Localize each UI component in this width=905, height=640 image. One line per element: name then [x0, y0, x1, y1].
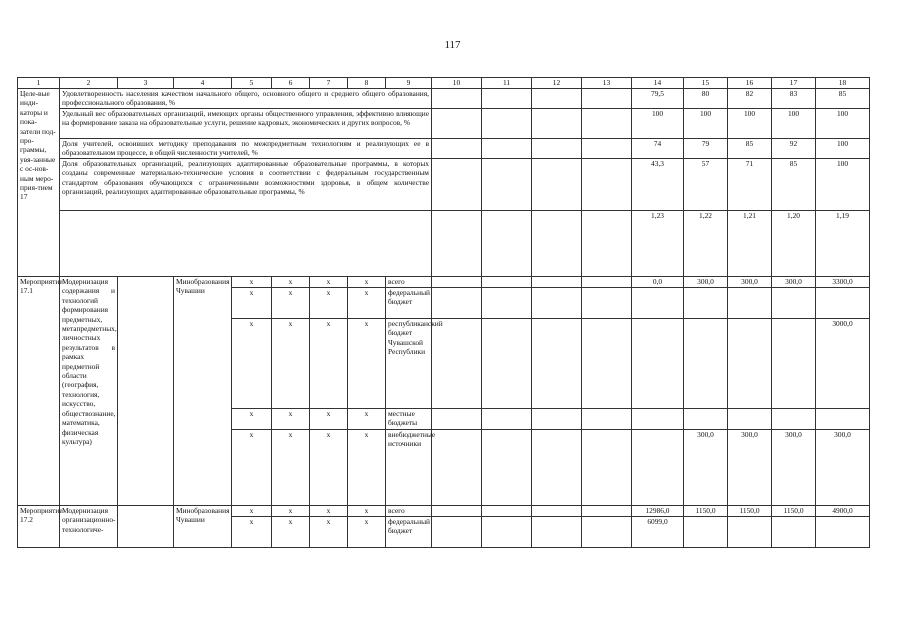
funding-value — [728, 288, 772, 319]
indicator-value: 74 — [632, 139, 684, 159]
indicator-text: Удовлетворенность населения качеством начального общего, основного общего и среднего общего образования, профессионального образования, % — [60, 89, 432, 109]
x-mark: x — [310, 277, 348, 288]
col-header: 12 — [532, 78, 582, 89]
funding-value: 300,0 — [684, 430, 728, 506]
col-header: 13 — [582, 78, 632, 89]
indicator-value: 100 — [684, 109, 728, 139]
x-mark: x — [272, 288, 310, 319]
funding-value — [684, 409, 728, 430]
funding-value — [772, 517, 816, 548]
x-mark: x — [348, 517, 386, 548]
funding-value — [728, 517, 772, 548]
indicator-text: Удельный вес образовательных организаций, имеющих органы общественного управления, эффективно влияющие на формирование заказа на образовательные услуги, решение кадровых, экономических и других вопросов, % — [60, 109, 432, 139]
funding-value: 12986,0 — [632, 506, 684, 517]
funding-value: 300,0 — [772, 277, 816, 288]
indicator-row — [18, 211, 870, 277]
col-header: 15 — [684, 78, 728, 89]
col-header: 4 — [174, 78, 232, 89]
x-mark: x — [310, 506, 348, 517]
funding-value — [816, 288, 870, 319]
indicator-value: 1,23 — [632, 211, 684, 277]
x-mark: x — [348, 409, 386, 430]
funding-value — [632, 319, 684, 409]
funding-value — [684, 288, 728, 319]
measure-label: Мероприятие 17.2 — [18, 506, 60, 548]
col-header: 16 — [728, 78, 772, 89]
funding-source: всего — [386, 277, 432, 288]
indicator-value: 1,21 — [728, 211, 772, 277]
measure-name: Модернизация содержания и технологий формирования предметных, метапредметных, личностных результатов в рамках предметной области (география, технология, искусство, обществознание, математика, физическая культура) — [60, 277, 118, 506]
funding-source: федеральный бюджет — [386, 517, 432, 548]
x-mark: x — [348, 319, 386, 409]
funding-value: 300,0 — [728, 430, 772, 506]
indicator-row — [18, 159, 870, 211]
indicator-value: 85 — [772, 159, 816, 211]
x-mark: x — [310, 430, 348, 506]
indicator-row — [18, 139, 870, 159]
funding-value: 1150,0 — [772, 506, 816, 517]
col-header: 6 — [272, 78, 310, 89]
col-header: 7 — [310, 78, 348, 89]
indicator-row — [18, 109, 870, 139]
x-mark: x — [348, 430, 386, 506]
funding-value — [772, 409, 816, 430]
funding-value: 300,0 — [728, 277, 772, 288]
funding-value — [816, 409, 870, 430]
measure-row — [18, 277, 870, 288]
col-header: 8 — [348, 78, 386, 89]
indicator-value: 85 — [728, 139, 772, 159]
measure-row — [18, 506, 870, 517]
funding-source: внебюджетные источники — [386, 430, 432, 506]
funding-value — [632, 409, 684, 430]
indicator-text — [60, 211, 432, 277]
indicator-text: Доля образовательных организаций, реализующих адаптированные образовательные программы, в которых созданы современные материально-технические условия в соответствии с федеральным государственным стандартом образования обучающихся с ограниченными возможностями здоровья, в общем количестве организаций, реализующих адаптированные образовательные программы, % — [60, 159, 432, 211]
indicators-label: Целе-вые инди-каторы и пока-затели под-про-граммы, увя-занные с ос-нов-ным меро-прия-тием 17 — [18, 89, 60, 277]
indicator-value: 100 — [816, 159, 870, 211]
indicator-value: 82 — [728, 89, 772, 109]
funding-value: 3000,0 — [816, 319, 870, 409]
indicator-row — [18, 89, 870, 109]
indicator-value: 100 — [772, 109, 816, 139]
x-mark: x — [232, 319, 272, 409]
measure-executor: Минобразования Чувашии — [174, 277, 232, 506]
indicator-value: 100 — [632, 109, 684, 139]
funding-value — [816, 517, 870, 548]
x-mark: x — [272, 319, 310, 409]
indicator-value: 79 — [684, 139, 728, 159]
x-mark: x — [232, 277, 272, 288]
col-header: 10 — [432, 78, 482, 89]
measure-name: Модернизация организационно-технологиче- — [60, 506, 118, 548]
measure-label: Мероприятие 17.1 — [18, 277, 60, 506]
funding-value: 300,0 — [816, 430, 870, 506]
funding-value: 4900,0 — [816, 506, 870, 517]
x-mark: x — [310, 319, 348, 409]
x-mark: x — [232, 506, 272, 517]
indicator-value: 43,3 — [632, 159, 684, 211]
x-mark: x — [272, 277, 310, 288]
funding-source: федеральный бюджет — [386, 288, 432, 319]
funding-value: 6099,0 — [632, 517, 684, 548]
funding-source: республиканский бюджет Чувашской Республики — [386, 319, 432, 409]
indicator-value: 1,20 — [772, 211, 816, 277]
funding-value — [632, 288, 684, 319]
col-header: 18 — [816, 78, 870, 89]
x-mark: x — [232, 409, 272, 430]
indicator-value: 85 — [816, 89, 870, 109]
x-mark: x — [272, 517, 310, 548]
indicator-value: 57 — [684, 159, 728, 211]
x-mark: x — [348, 506, 386, 517]
indicator-value: 100 — [816, 139, 870, 159]
indicator-value: 1,22 — [684, 211, 728, 277]
col-header: 9 — [386, 78, 432, 89]
x-mark: x — [272, 409, 310, 430]
x-mark: x — [272, 430, 310, 506]
funding-source: местные бюджеты — [386, 409, 432, 430]
funding-value: 1150,0 — [684, 506, 728, 517]
x-mark: x — [272, 506, 310, 517]
col-header: 3 — [118, 78, 174, 89]
col-header: 2 — [60, 78, 118, 89]
indicator-value: 79,5 — [632, 89, 684, 109]
header-row — [18, 78, 870, 89]
x-mark: x — [348, 277, 386, 288]
funding-source: всего — [386, 506, 432, 517]
funding-value — [684, 319, 728, 409]
funding-value: 1150,0 — [728, 506, 772, 517]
funding-value — [772, 288, 816, 319]
indicator-value: 92 — [772, 139, 816, 159]
x-mark: x — [232, 430, 272, 506]
x-mark: x — [348, 288, 386, 319]
x-mark: x — [310, 288, 348, 319]
indicator-value: 1,19 — [816, 211, 870, 277]
col-header: 1 — [18, 78, 60, 89]
funding-value — [728, 409, 772, 430]
funding-value — [684, 517, 728, 548]
funding-value: 3300,0 — [816, 277, 870, 288]
indicator-text: Доля учителей, освоивших методику преподавания по межпредметным технологиям и реализующих ее в образовательном процессе, в общей численности учителей, % — [60, 139, 432, 159]
funding-value — [728, 319, 772, 409]
x-mark: x — [310, 409, 348, 430]
indicator-value: 100 — [728, 109, 772, 139]
funding-value — [772, 319, 816, 409]
x-mark: x — [232, 517, 272, 548]
indicator-value: 83 — [772, 89, 816, 109]
indicator-value: 80 — [684, 89, 728, 109]
x-mark: x — [232, 288, 272, 319]
page-number: 117 — [444, 39, 461, 51]
col-header: 11 — [482, 78, 532, 89]
funding-value: 0,0 — [632, 277, 684, 288]
program-table — [17, 77, 870, 548]
funding-value — [632, 430, 684, 506]
col-header: 5 — [232, 78, 272, 89]
x-mark: x — [310, 517, 348, 548]
col-header: 14 — [632, 78, 684, 89]
indicator-value: 71 — [728, 159, 772, 211]
col-header: 17 — [772, 78, 816, 89]
funding-value: 300,0 — [772, 430, 816, 506]
measure-executor: Минобразования Чувашии — [174, 506, 232, 548]
funding-value: 300,0 — [684, 277, 728, 288]
indicator-value: 100 — [816, 109, 870, 139]
